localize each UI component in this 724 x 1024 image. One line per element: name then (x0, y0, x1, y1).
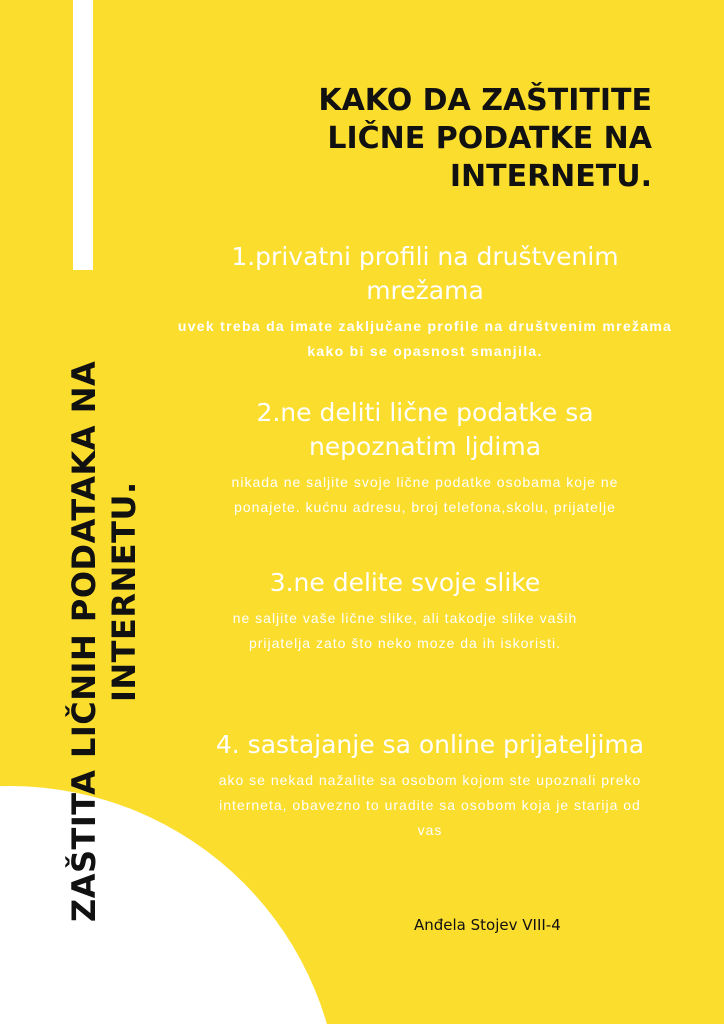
section-heading-line2: nepoznatim ljdima (308, 432, 542, 461)
section-heading-line1: 1.privatni profili na društvenim (231, 242, 619, 271)
section-heading-line1: 4. sastajanje sa online prijateljima (215, 730, 645, 759)
section-heading (190, 566, 620, 600)
section-heading (165, 728, 695, 762)
vertical-title-line2: INTERNETU. (105, 481, 143, 702)
section-body: ne saljite vaše lične slike, ali takodje slike vaših prijatelja zato što neko moze da ih iskoristi. (232, 610, 578, 651)
section-heading-line2: mrežama (366, 276, 484, 305)
section-heading (165, 240, 685, 308)
main-title-line1: KAKO DA ZAŠTITITE (318, 83, 652, 118)
author-name: Anđela Stojev VIII-4 (414, 916, 561, 934)
section-body: uvek treba da imate zaključane profile na društvenim mrežama kako bi se opasnost smanjila. (177, 318, 673, 359)
section-personal-data (165, 396, 685, 520)
main-title-line2: LIČNE PODATKE NA (327, 121, 652, 156)
section-heading (165, 396, 685, 464)
main-title-line3: INTERNETU. (449, 159, 652, 194)
section-heading-line1: 3.ne delite svoje slike (269, 568, 541, 597)
decorative-white-bar (73, 0, 93, 270)
section-body: nikada ne saljite svoje lične podatke osobama koje ne ponajete. kućnu adresu, broj telefona,skolu, prijatelje (231, 474, 619, 515)
vertical-title-line1: ZAŠTITA LIČNIH PODATAKA NA (65, 360, 103, 922)
section-body: ako se nekad nažalite sa osobom kojom ste upoznali preko interneta, obavezno to uradite sa osobom koja je starija od vas (218, 772, 642, 838)
section-private-profiles (165, 240, 685, 364)
section-heading-line1: 2.ne deliti lične podatke sa (256, 398, 594, 427)
section-online-friends (165, 728, 695, 843)
main-title (232, 82, 652, 196)
section-photos (190, 566, 620, 656)
